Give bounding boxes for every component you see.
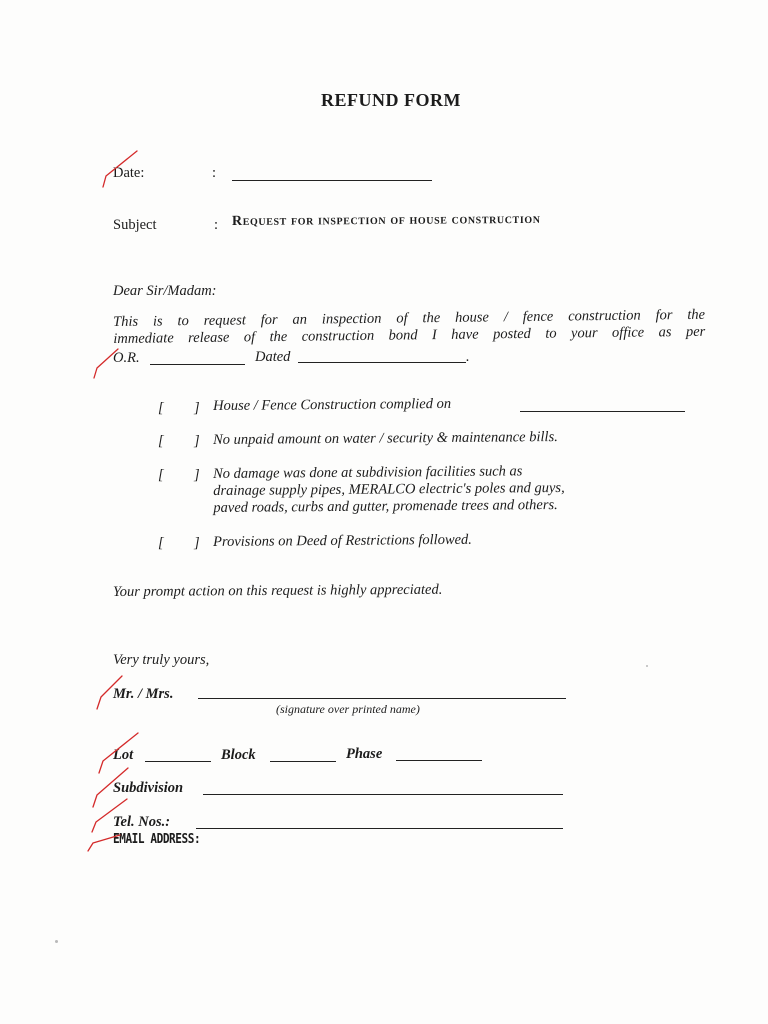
form-title: REFUND FORM: [321, 90, 461, 110]
checkbox-close[interactable]: ]: [194, 467, 200, 483]
block-field[interactable]: [270, 761, 336, 762]
checklist-line: No unpaid amount on water / security & maintenance bills.: [213, 428, 558, 448]
checkbox-close[interactable]: ]: [194, 433, 200, 449]
phase-label: Phase: [346, 746, 383, 762]
closing-line: Your prompt action on this request is highly appreciated.: [112, 581, 443, 600]
date-label: Date:: [113, 165, 145, 181]
date-colon: :: [212, 165, 217, 181]
tel-label: Tel. Nos.:: [113, 814, 171, 830]
checklist-line: House / Fence Construction complied on: [213, 395, 452, 414]
or-number-field[interactable]: [150, 364, 245, 365]
scan-speck: [646, 665, 648, 667]
checkbox-open[interactable]: [: [158, 467, 164, 483]
checkbox-open[interactable]: [: [158, 535, 164, 551]
or-label: O.R.: [113, 350, 140, 366]
period: .: [466, 349, 470, 365]
checkbox-open[interactable]: [: [158, 400, 164, 416]
checkbox-close[interactable]: ]: [194, 400, 200, 416]
lot-label: Lot: [113, 747, 134, 763]
checkbox-close[interactable]: ]: [194, 535, 200, 551]
subdivision-field[interactable]: [203, 794, 563, 795]
date-field[interactable]: [232, 180, 432, 181]
name-label: Mr. / Mrs.: [113, 686, 174, 702]
checklist-line: No damage was done at subdivision facilities such as: [213, 463, 523, 482]
subject-label: Subject: [113, 217, 157, 233]
tel-field[interactable]: [196, 828, 563, 829]
body-paragraph: [113, 307, 705, 348]
checklist-line: drainage supply pipes, MERALCO electric's poles and guys,: [213, 479, 565, 499]
signature-field[interactable]: [198, 698, 566, 699]
email-label: EMAIL ADDRESS:: [113, 832, 201, 847]
body-line: This is to request for an inspection of the house / fence construction for the: [113, 306, 706, 330]
complied-on-field[interactable]: [520, 411, 685, 412]
signature-caption: (signature over printed name): [276, 702, 420, 716]
phase-field[interactable]: [396, 760, 482, 761]
lot-field[interactable]: [145, 761, 211, 762]
checklist-line: paved roads, curbs and gutter, promenade trees and others.: [213, 496, 558, 516]
checklist-item-2: [213, 429, 558, 449]
subject-text: Request for inspection of house construction: [231, 211, 541, 229]
checkbox-open[interactable]: [: [158, 433, 164, 449]
scan-speck: [55, 940, 58, 943]
dated-field[interactable]: [298, 362, 466, 363]
checklist-item-3: [213, 463, 565, 517]
checklist-item-4: [213, 532, 472, 551]
block-label: Block: [221, 747, 256, 763]
dated-label: Dated: [255, 349, 291, 365]
checklist-item-1: [213, 396, 451, 415]
subject-colon: :: [214, 217, 219, 233]
checklist-line: Provisions on Deed of Restrictions followed.: [213, 531, 472, 550]
subdivision-label: Subdivision: [113, 780, 184, 796]
body-line: immediate release of the construction bond I have posted to your office as per: [113, 323, 706, 347]
valediction: Very truly yours,: [113, 652, 210, 668]
salutation: Dear Sir/Madam:: [113, 283, 217, 299]
